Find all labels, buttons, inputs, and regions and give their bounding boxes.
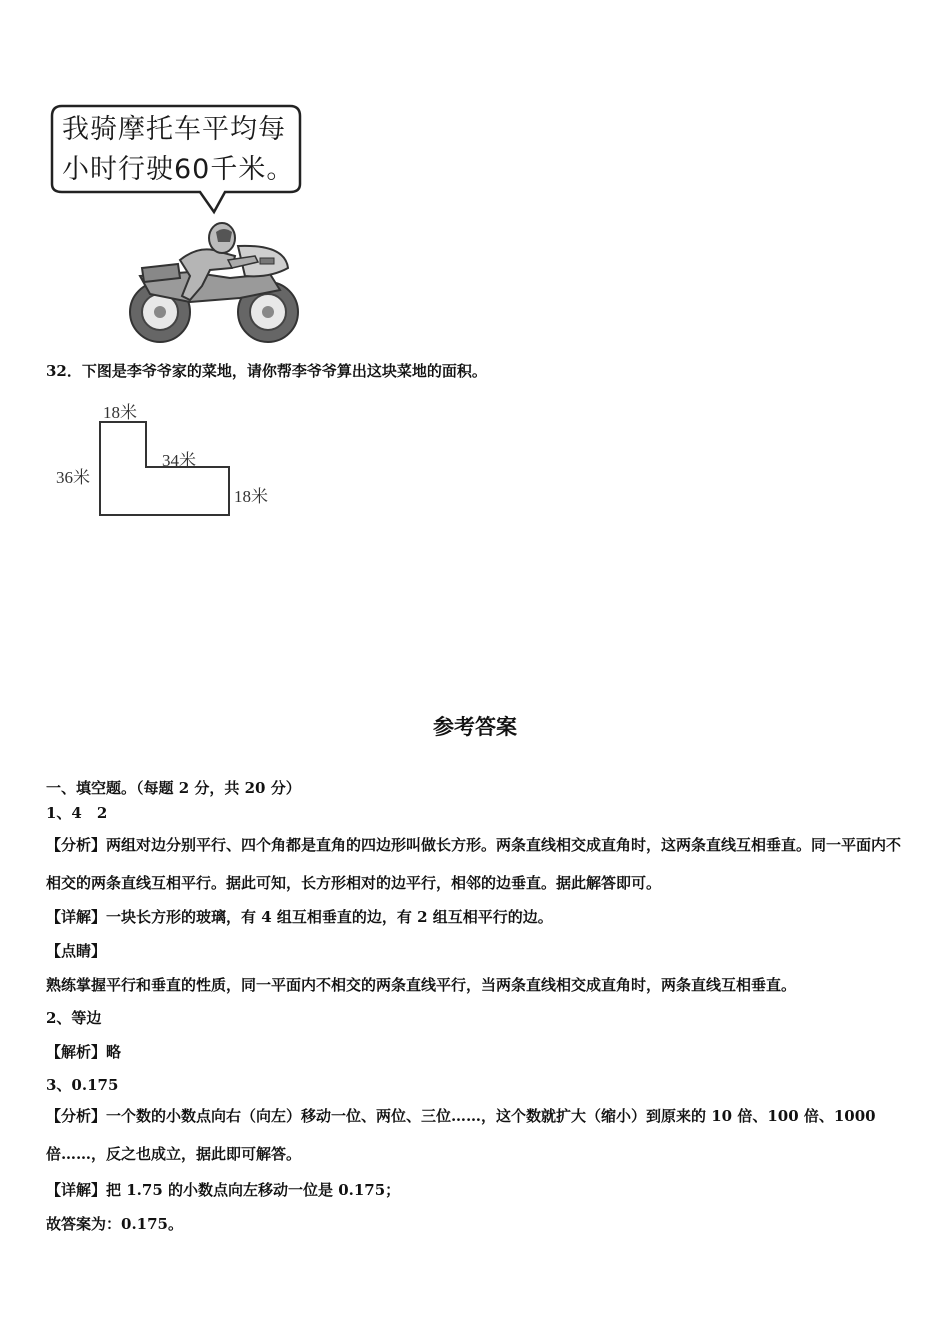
label-left-height: 36米 bbox=[56, 468, 90, 487]
answer-1-tip: 熟练掌握平行和垂直的性质，同一平面内不相交的两条直线平行，当两条直线相交成直角时，两条直线互相垂直。 bbox=[46, 976, 797, 994]
label-right-height: 18米 bbox=[234, 487, 268, 506]
part1-header: 一、填空题。（每题 2 分，共 20 分） bbox=[46, 779, 301, 797]
answer-2-analysis: 【解析】略 bbox=[46, 1043, 122, 1061]
answer-1-analysis: 【分析】两组对边分别平行、四个角都是直角的四边形叫做长方形。两条直线相交成直角时，这两条直线互相垂直。同一平面内不相交的两条直线互相平行。据此可知，长方形相对的边平行，相邻的边垂直。据此解答即可。 bbox=[46, 836, 902, 892]
answer-1-number: 1、4 2 bbox=[46, 804, 108, 822]
answer-section-title: 参考答案 bbox=[433, 715, 517, 739]
speech-bubble-line-2: 小时行驶60千米。 bbox=[62, 154, 295, 185]
question-32-text: 32．下图是李爷爷家的菜地，请你帮李爷爷算出这块菜地的面积。 bbox=[46, 362, 487, 380]
speech-bubble-line-1: 我骑摩托车平均每 bbox=[62, 114, 286, 145]
label-top-width: 18米 bbox=[103, 403, 137, 422]
answer-2-number: 2、等边 bbox=[46, 1009, 102, 1027]
answer-3-result: 故答案为：0.175。 bbox=[46, 1215, 183, 1233]
motorcycle-rider-illustration bbox=[120, 216, 305, 346]
label-middle-width: 34米 bbox=[162, 451, 196, 470]
answer-1-detail: 【详解】一块长方形的玻璃，有 4 组互相垂直的边，有 2 组互相平行的边。 bbox=[46, 908, 553, 926]
answer-3-detail: 【详解】把 1.75 的小数点向左移动一位是 0.175； bbox=[46, 1181, 401, 1199]
answer-3-analysis: 【分析】一个数的小数点向右（向左）移动一位、两位、三位……，这个数就扩大（缩小）到原来的 10 倍、100 倍、1000 倍……，反之也成立，据此即可解答。 bbox=[46, 1107, 876, 1163]
answer-3-number: 3、0.175 bbox=[46, 1076, 119, 1094]
answer-1-tip-label: 【点睛】 bbox=[46, 942, 107, 960]
